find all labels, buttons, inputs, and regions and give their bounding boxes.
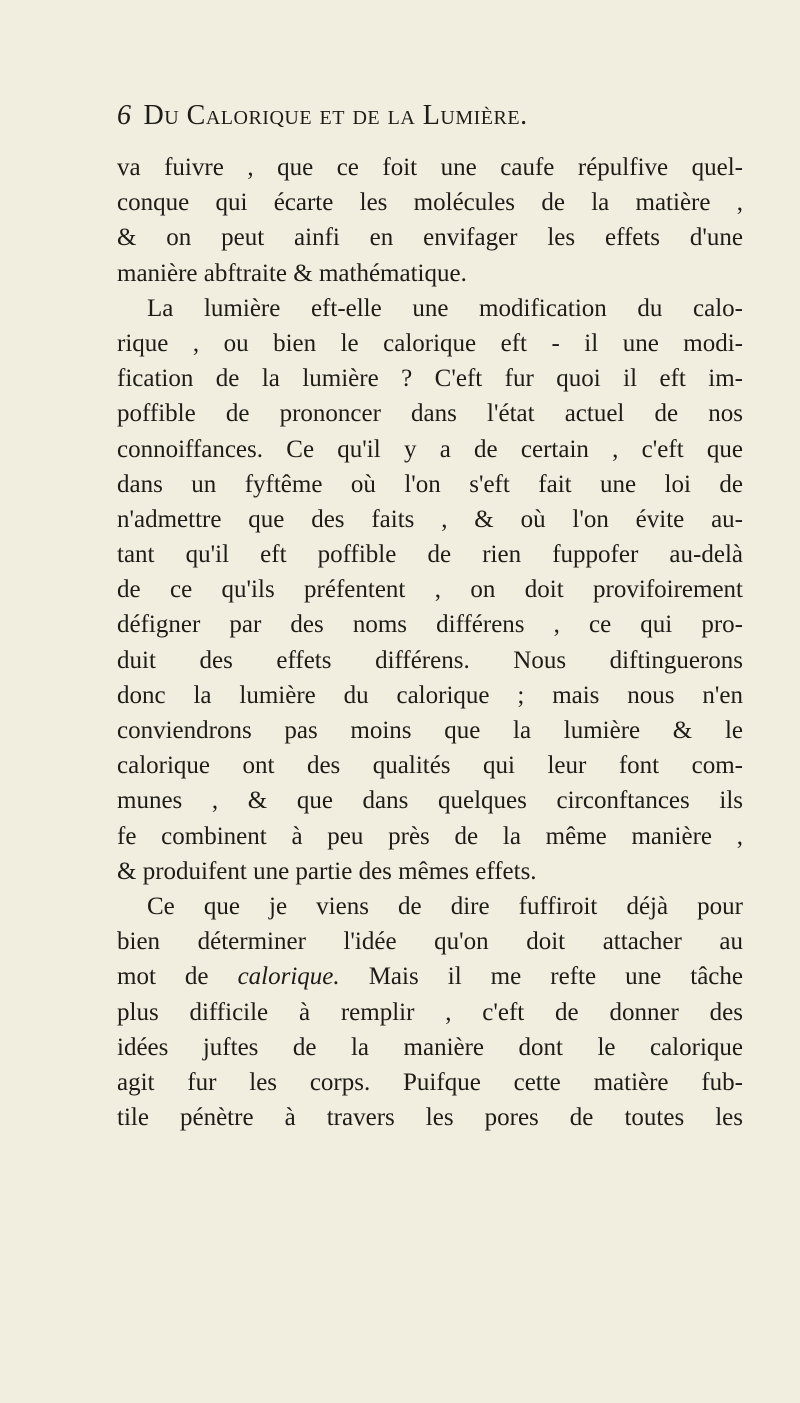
text-segment: Mais il me refte une tâche <box>339 963 743 991</box>
text-line: fe combinent à peu près de la même manière , <box>117 822 743 850</box>
text-line: conviendrons pas moins que la lumière & le <box>117 717 743 744</box>
text-line: agit fur les corps. Puifque cette matière fub- <box>117 1068 743 1096</box>
text-line: défigner par des noms différens , ce qui pro- <box>117 611 743 639</box>
text-line: va fuivre , que ce foit une caufe répulfive quel- <box>117 154 743 181</box>
text-line: tant qu'il eft poffible de rien fuppofer au-delà <box>117 541 743 569</box>
running-header <box>117 100 528 132</box>
page-number: 6 <box>117 100 132 131</box>
text-line: idées juftes de la manière dont le calorique <box>117 1033 743 1061</box>
text-line: tile pénètre à travers les pores de toutes les <box>117 1104 743 1132</box>
text-line: fication de la lumière ? C'eft fur quoi il eft im- <box>117 365 743 393</box>
body-text <box>117 150 743 1135</box>
italic-term: calorique. <box>237 963 340 991</box>
text-line: connoiffances. Ce qu'il y a de certain , c'eft que <box>117 435 743 463</box>
text-line: n'admettre que des faits , & où l'on évite au- <box>117 505 743 533</box>
text-line: munes , & que dans quelques circonftances ils <box>117 787 743 815</box>
text-line: bien déterminer l'idée qu'on doit attacher au <box>117 928 743 956</box>
text-line: & on peut ainfi en envifager les effets d'une <box>117 224 743 252</box>
running-title: Du Calorique et de la Lumière. <box>143 100 528 131</box>
text-line: manière abftraite & mathématique. <box>117 259 467 287</box>
text-line: donc la lumière du calorique ; mais nous n'en <box>117 681 743 709</box>
text-line: conque qui écarte les molécules de la matière , <box>117 189 743 217</box>
text-segment: mot de <box>117 963 238 991</box>
text-line: duit des effets différens. Nous diftinguerons <box>117 646 743 674</box>
text-line: dans un fyftême où l'on s'eft fait une loi de <box>117 470 743 498</box>
text-line <box>117 959 743 994</box>
text-line: plus difficile à remplir , c'eft de donner des <box>117 998 743 1026</box>
text-line: poffible de prononcer dans l'état actuel de nos <box>117 400 743 428</box>
text-line: Ce que je viens de dire fuffiroit déjà pour <box>147 892 743 920</box>
text-line: calorique ont des qualités qui leur font com- <box>117 752 743 780</box>
text-line: La lumière eft-elle une modification du calo- <box>147 294 743 322</box>
text-line: rique , ou bien le calorique eft - il une modi- <box>117 329 743 357</box>
text-line: de ce qu'ils préfentent , on doit provifoirement <box>117 576 743 604</box>
text-line: & produifent une partie des mêmes effets. <box>117 857 537 885</box>
